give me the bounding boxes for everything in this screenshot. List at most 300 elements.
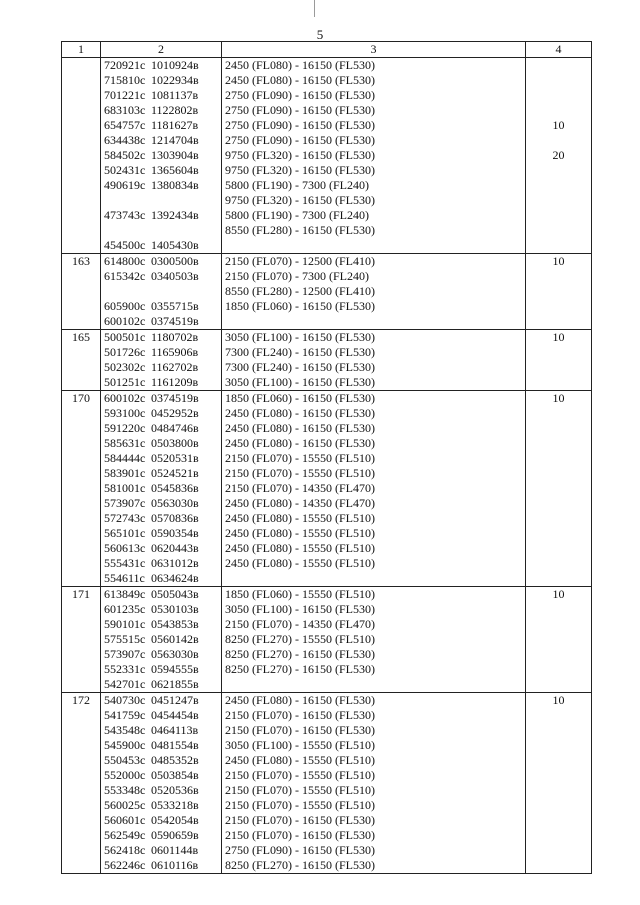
coordinate-line <box>104 133 221 148</box>
coordinate-line <box>104 723 221 738</box>
coordinate-line <box>104 571 221 586</box>
latitude-code: 552000с <box>104 768 146 782</box>
latitude-code: 584502с <box>104 148 146 162</box>
longitude-code: 1081137в <box>151 88 199 102</box>
latitude-code: 573907с <box>104 647 146 661</box>
flight-level-range: 7300 (FL240) - 16150 (FL530) <box>225 345 375 359</box>
coordinate-line <box>104 299 221 314</box>
latitude-code: 601235с <box>104 602 146 616</box>
latitude-code: 501726с <box>104 345 146 359</box>
longitude-code: 0631012в <box>151 556 199 570</box>
latitude-code: 605900с <box>104 299 146 313</box>
flight-level-range: 2450 (FL080) - 16150 (FL530) <box>225 406 375 420</box>
flight-level-range: 2150 (FL070) - 12500 (FL410) <box>225 254 375 268</box>
column-4-value <box>526 828 591 843</box>
table-row <box>62 330 592 391</box>
latitude-code: 490619с <box>104 178 146 192</box>
coordinate-line <box>104 768 221 783</box>
coordinate-line <box>104 314 221 329</box>
latitude-code: 500501с <box>104 330 146 344</box>
latitude-code: 581001с <box>104 481 146 495</box>
flight-level-range: 1850 (FL060) - 15550 (FL510) <box>225 587 375 601</box>
group-number-cell <box>62 330 101 391</box>
column-4-value <box>526 208 591 223</box>
coordinate-line <box>104 738 221 753</box>
flight-level-range: 3050 (FL100) - 16150 (FL530) <box>225 602 375 616</box>
coordinates-cell <box>101 587 222 693</box>
latitude-code: 615342с <box>104 269 146 283</box>
coordinate-line <box>104 269 221 284</box>
column-4-value <box>526 858 591 873</box>
coordinate-line <box>104 753 221 768</box>
levels-cell <box>222 587 526 693</box>
latitude-code: 502302с <box>104 360 146 374</box>
group-number: 170 <box>72 391 90 405</box>
column-4-value <box>526 178 591 193</box>
flight-level-range: 2450 (FL080) - 15550 (FL510) <box>225 556 375 570</box>
latitude-code: 591220с <box>104 421 146 435</box>
coordinate-line <box>104 103 221 118</box>
levels-cell <box>222 254 526 330</box>
latitude-code: 613849с <box>104 587 146 601</box>
longitude-code: 1162702в <box>151 360 199 374</box>
flight-level-range: 2150 (FL070) - 16150 (FL530) <box>225 828 375 842</box>
table-row <box>62 391 592 587</box>
flight-level-range: 2750 (FL090) - 16150 (FL530) <box>225 133 375 147</box>
column-4-value <box>526 617 591 632</box>
latitude-code: 560601с <box>104 813 146 827</box>
longitude-code: 1405430в <box>151 238 199 252</box>
column-4-value <box>526 421 591 436</box>
group-number-cell <box>62 254 101 330</box>
column-4-value <box>526 738 591 753</box>
flight-level-range: 9750 (FL320) - 16150 (FL530) <box>225 193 375 207</box>
latitude-code: 654757с <box>104 118 146 132</box>
coordinate-line <box>104 451 221 466</box>
coordinate-line <box>104 391 221 406</box>
latitude-code: 720921с <box>104 58 146 72</box>
column-4-value <box>526 436 591 451</box>
coordinate-line <box>104 858 221 873</box>
latitude-code: 562246с <box>104 858 146 872</box>
group-number: 171 <box>72 587 90 601</box>
column-4-value <box>526 632 591 647</box>
flight-level-range: 2450 (FL080) - 16150 (FL530) <box>225 693 375 707</box>
longitude-code: 1022934в <box>151 73 199 87</box>
longitude-code: 0594555в <box>151 662 199 676</box>
column-4-value <box>526 556 591 571</box>
coordinate-line <box>104 406 221 421</box>
latitude-code: 590101с <box>104 617 146 631</box>
coordinates-cell <box>101 391 222 587</box>
coordinate-line <box>104 708 221 723</box>
flight-level-range: 2750 (FL090) - 16150 (FL530) <box>225 88 375 102</box>
column-4-value <box>526 813 591 828</box>
longitude-code: 0374519в <box>151 314 199 328</box>
flight-level-range: 8550 (FL280) - 16150 (FL530) <box>225 223 375 237</box>
column-4-value <box>526 88 591 103</box>
coordinate-line <box>104 843 221 858</box>
coordinate-line <box>104 436 221 451</box>
group-number: 172 <box>72 693 90 707</box>
coordinate-line <box>104 587 221 602</box>
latitude-code: 584444с <box>104 451 146 465</box>
scan-artifact-line <box>314 0 315 17</box>
column-4-value <box>526 602 591 617</box>
coordinate-line <box>104 677 221 692</box>
flight-level-range: 2150 (FL070) - 16150 (FL530) <box>225 708 375 722</box>
latitude-code: 583901с <box>104 466 146 480</box>
flight-level-range: 3050 (FL100) - 16150 (FL530) <box>225 375 375 389</box>
longitude-code: 1161209в <box>151 375 199 389</box>
flight-level-range <box>225 238 525 253</box>
column-4-value <box>526 163 591 178</box>
longitude-code: 0563030в <box>151 496 199 510</box>
flight-level-range: 2150 (FL070) - 14350 (FL470) <box>225 481 375 495</box>
longitude-code: 0503800в <box>151 436 199 450</box>
longitude-code: 0503854в <box>151 768 199 782</box>
latitude-code: 553348с <box>104 783 146 797</box>
latitude-code: 600102с <box>104 314 146 328</box>
flight-level-range: 2750 (FL090) - 16150 (FL530) <box>225 843 375 857</box>
table-row <box>62 58 592 254</box>
coordinate-line <box>104 783 221 798</box>
column-4-value <box>526 677 591 692</box>
coordinate-line <box>104 345 221 360</box>
coordinate-line <box>104 330 221 345</box>
coordinate-line <box>104 617 221 632</box>
latitude-code: 540730с <box>104 693 146 707</box>
column-4-value <box>526 193 591 208</box>
value-cell <box>526 254 592 330</box>
header-row <box>62 42 592 58</box>
latitude-code: 585631с <box>104 436 146 450</box>
column-4-value <box>526 768 591 783</box>
flight-level-range: 2450 (FL080) - 15550 (FL510) <box>225 526 375 540</box>
column-4-value <box>526 526 591 541</box>
latitude-code: 550453с <box>104 753 146 767</box>
group-number-cell <box>62 693 101 874</box>
column-4-value <box>526 708 591 723</box>
latitude-code: 560613с <box>104 541 146 555</box>
column-4-value: 10 <box>552 587 565 601</box>
value-cell <box>526 330 592 391</box>
table-row <box>62 254 592 330</box>
flight-level-range: 2750 (FL090) - 16150 (FL530) <box>225 118 375 132</box>
coordinate-line <box>104 58 221 73</box>
latitude-code: 501251с <box>104 375 146 389</box>
longitude-code: 0560142в <box>151 632 199 646</box>
column-4-value: 10 <box>552 330 565 344</box>
column-4-value <box>526 314 591 329</box>
levels-cell <box>222 693 526 874</box>
longitude-code: 0452952в <box>151 406 199 420</box>
column-4-value <box>526 269 591 284</box>
coordinates-cell <box>101 330 222 391</box>
longitude-code: 0563030в <box>151 647 199 661</box>
flight-level-range: 2150 (FL070) - 14350 (FL470) <box>225 617 375 631</box>
latitude-code: 565101с <box>104 526 146 540</box>
column-4-value: 20 <box>552 148 565 162</box>
longitude-code: 0543853в <box>151 617 199 631</box>
group-number: 163 <box>72 254 90 268</box>
longitude-code: 1392434в <box>151 208 199 222</box>
coordinate-line <box>104 421 221 436</box>
column-4-value <box>526 662 591 677</box>
longitude-code: 0454454в <box>151 708 199 722</box>
group-number <box>62 58 100 73</box>
coordinate-line <box>104 556 221 571</box>
coordinate-line <box>104 360 221 375</box>
latitude-code: 541759с <box>104 708 146 722</box>
longitude-code: 0533218в <box>151 798 199 812</box>
column-4-value <box>526 481 591 496</box>
levels-cell <box>222 391 526 587</box>
column-4-value: 10 <box>552 693 565 707</box>
flight-level-range: 2750 (FL090) - 16150 (FL530) <box>225 103 375 117</box>
longitude-code: 0520531в <box>151 451 199 465</box>
flight-level-range: 9750 (FL320) - 16150 (FL530) <box>225 163 375 177</box>
latitude-code: 552331с <box>104 662 146 676</box>
coordinate-line <box>104 148 221 163</box>
latitude-code: 543548с <box>104 723 146 737</box>
latitude-code: 600102с <box>104 391 146 405</box>
flight-level-range: 8250 (FL270) - 16150 (FL530) <box>225 647 375 661</box>
flight-level-range: 8250 (FL270) - 16150 (FL530) <box>225 858 375 872</box>
column-4-value <box>526 783 591 798</box>
column-4-value <box>526 496 591 511</box>
column-4-value <box>526 58 591 73</box>
column-4-value <box>526 375 591 390</box>
column-4-value <box>526 511 591 526</box>
latitude-code: 473743с <box>104 208 146 222</box>
flight-level-range: 2450 (FL080) - 16150 (FL530) <box>225 58 375 72</box>
value-cell <box>526 391 592 587</box>
flight-level-range: 2450 (FL080) - 15550 (FL510) <box>225 541 375 555</box>
column-4-value <box>526 466 591 481</box>
latitude-code: 614800с <box>104 254 146 268</box>
flight-level-range: 5800 (FL190) - 7300 (FL240) <box>225 178 369 192</box>
latitude-code: 542701с <box>104 677 146 691</box>
flight-level-range: 8250 (FL270) - 16150 (FL530) <box>225 662 375 676</box>
latitude-code: 545900с <box>104 738 146 752</box>
longitude-code: 0300500в <box>151 254 199 268</box>
latitude-code: 715810с <box>104 73 146 87</box>
longitude-code: 0545836в <box>151 481 199 495</box>
flight-level-range: 2150 (FL070) - 16150 (FL530) <box>225 813 375 827</box>
flight-level-range: 2450 (FL080) - 16150 (FL530) <box>225 436 375 450</box>
longitude-code: 0620443в <box>151 541 199 555</box>
latitude-code: 634438с <box>104 133 146 147</box>
airspace-table <box>61 41 592 874</box>
column-4-value: 10 <box>552 391 565 405</box>
longitude-code: 1180702в <box>151 330 199 344</box>
value-cell <box>526 58 592 254</box>
latitude-code: 562549с <box>104 828 146 842</box>
latitude-code: 555431с <box>104 556 146 570</box>
coordinate-line <box>104 118 221 133</box>
column-4-value <box>526 647 591 662</box>
latitude-code: 573907с <box>104 496 146 510</box>
longitude-code: 0621855в <box>151 677 199 691</box>
column-4-value <box>526 345 591 360</box>
flight-level-range: 2150 (FL070) - 15550 (FL510) <box>225 798 375 812</box>
flight-level-range: 2150 (FL070) - 7300 (FL240) <box>225 269 369 283</box>
longitude-code: 0355715в <box>151 299 199 313</box>
flight-level-range: 2150 (FL070) - 15550 (FL510) <box>225 783 375 797</box>
column-4-value <box>526 238 591 253</box>
latitude-code: 575515с <box>104 632 146 646</box>
longitude-code: 0542054в <box>151 813 199 827</box>
latitude-code: 560025с <box>104 798 146 812</box>
flight-level-range: 8250 (FL270) - 15550 (FL510) <box>225 632 375 646</box>
latitude-code: 572743с <box>104 511 146 525</box>
group-number: 165 <box>72 330 90 344</box>
levels-cell <box>222 330 526 391</box>
group-number-cell <box>62 58 101 254</box>
column-4-value <box>526 284 591 299</box>
coordinate-line <box>104 662 221 677</box>
flight-level-range: 3050 (FL100) - 16150 (FL530) <box>225 330 375 344</box>
flight-level-range: 2450 (FL080) - 14350 (FL470) <box>225 496 375 510</box>
longitude-code: 1365604в <box>151 163 199 177</box>
latitude-code: 683103с <box>104 103 146 117</box>
longitude-code: 0590659в <box>151 828 199 842</box>
column-header-3: 3 <box>222 42 526 58</box>
coordinate-line <box>104 602 221 617</box>
coordinate-line <box>104 526 221 541</box>
flight-level-range: 7300 (FL240) - 16150 (FL530) <box>225 360 375 374</box>
longitude-code: 0484746в <box>151 421 199 435</box>
coordinates-cell <box>101 58 222 254</box>
latitude-code: 701221с <box>104 88 146 102</box>
page-number: 5 <box>316 27 324 42</box>
flight-level-range: 8550 (FL280) - 12500 (FL410) <box>225 284 375 298</box>
flight-level-range: 1850 (FL060) - 16150 (FL530) <box>225 391 375 405</box>
longitude-code: 1303904в <box>151 148 199 162</box>
longitude-code: 1214704в <box>151 133 199 147</box>
column-4-value <box>526 73 591 88</box>
group-number-cell <box>62 587 101 693</box>
latitude-code: 562418с <box>104 843 146 857</box>
flight-level-range: 2450 (FL080) - 16150 (FL530) <box>225 421 375 435</box>
coordinate-line <box>104 375 221 390</box>
longitude-code: 0590354в <box>151 526 199 540</box>
flight-level-range <box>225 677 525 692</box>
coordinate-line <box>104 481 221 496</box>
coordinate-line <box>104 466 221 481</box>
longitude-code: 1165906в <box>151 345 199 359</box>
coordinate-line <box>104 193 221 208</box>
flight-level-range: 2450 (FL080) - 16150 (FL530) <box>225 73 375 87</box>
coordinate-line <box>104 541 221 556</box>
flight-level-range: 1850 (FL060) - 16150 (FL530) <box>225 299 375 313</box>
longitude-code: 0601144в <box>151 843 199 857</box>
column-4-value <box>526 451 591 466</box>
longitude-code: 0634624в <box>151 571 199 585</box>
longitude-code: 0481554в <box>151 738 199 752</box>
column-4-value <box>526 571 591 586</box>
longitude-code: 1380834в <box>151 178 199 192</box>
value-cell <box>526 693 592 874</box>
longitude-code: 0520536в <box>151 783 199 797</box>
levels-cell <box>222 58 526 254</box>
coordinate-line <box>104 798 221 813</box>
flight-level-range <box>225 571 525 586</box>
coordinate-line <box>104 693 221 708</box>
longitude-code: 0451247в <box>151 693 199 707</box>
coordinates-cell <box>101 254 222 330</box>
longitude-code: 0505043в <box>151 587 199 601</box>
table-row <box>62 693 592 874</box>
flight-level-range: 9750 (FL320) - 16150 (FL530) <box>225 148 375 162</box>
coordinate-line <box>104 647 221 662</box>
coordinate-line <box>104 632 221 647</box>
column-4-value <box>526 103 591 118</box>
table-row <box>62 587 592 693</box>
latitude-code: 554611с <box>104 571 145 585</box>
latitude-code: 454500с <box>104 238 146 252</box>
coordinate-line <box>104 496 221 511</box>
flight-level-range: 2150 (FL070) - 15550 (FL510) <box>225 451 375 465</box>
coordinate-line <box>104 73 221 88</box>
flight-level-range: 3050 (FL100) - 15550 (FL510) <box>225 738 375 752</box>
flight-level-range: 2450 (FL080) - 15550 (FL510) <box>225 753 375 767</box>
value-cell <box>526 587 592 693</box>
longitude-code: 0485352в <box>151 753 199 767</box>
flight-level-range: 2150 (FL070) - 15550 (FL510) <box>225 768 375 782</box>
longitude-code: 1010924в <box>151 58 199 72</box>
coordinate-line <box>104 254 221 269</box>
latitude-code: 593100с <box>104 406 146 420</box>
column-4-value: 10 <box>552 254 565 268</box>
table-body <box>62 58 592 874</box>
coordinate-line <box>104 163 221 178</box>
column-4-value <box>526 541 591 556</box>
coordinate-line <box>104 511 221 526</box>
coordinates-cell <box>101 693 222 874</box>
longitude-code: 1122802в <box>151 103 199 117</box>
coordinate-line <box>104 208 221 223</box>
longitude-code: 1181627в <box>151 118 199 132</box>
column-4-value <box>526 299 591 314</box>
flight-level-range: 2450 (FL080) - 15550 (FL510) <box>225 511 375 525</box>
longitude-code: 0530103в <box>151 602 199 616</box>
longitude-code: 0570836в <box>151 511 199 525</box>
column-4-value <box>526 406 591 421</box>
coordinate-line <box>104 238 221 253</box>
coordinate-line <box>104 88 221 103</box>
flight-level-range: 5800 (FL190) - 7300 (FL240) <box>225 208 369 222</box>
flight-level-range <box>225 314 525 329</box>
column-4-value <box>526 798 591 813</box>
column-4-value <box>526 843 591 858</box>
column-header-1: 1 <box>62 42 101 58</box>
column-4-value <box>526 753 591 768</box>
longitude-code: 0374519в <box>151 391 199 405</box>
longitude-code: 0524521в <box>151 466 199 480</box>
coordinate-line <box>104 178 221 193</box>
column-header-4: 4 <box>526 42 592 58</box>
column-4-value <box>526 360 591 375</box>
flight-level-range: 2150 (FL070) - 15550 (FL510) <box>225 466 375 480</box>
coordinate-line <box>104 223 221 238</box>
column-4-value <box>526 723 591 738</box>
coordinate-line <box>104 828 221 843</box>
flight-level-range: 2150 (FL070) - 16150 (FL530) <box>225 723 375 737</box>
coordinate-line <box>104 284 221 299</box>
latitude-code: 502431с <box>104 163 146 177</box>
